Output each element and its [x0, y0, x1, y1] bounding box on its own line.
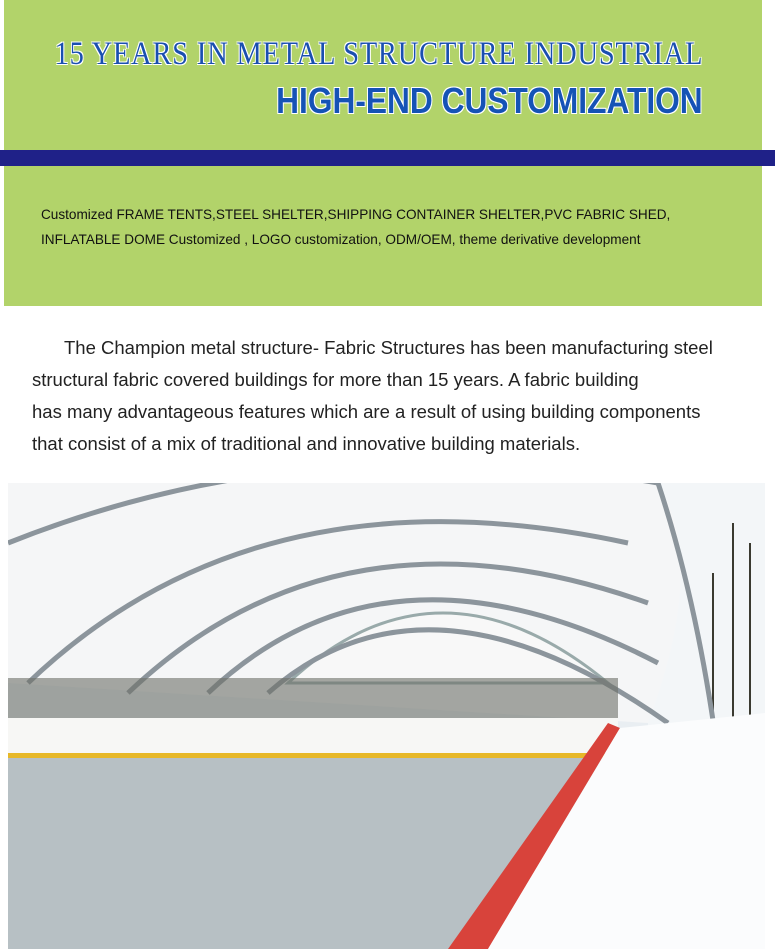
banner-headline: 15 YEARS IN METAL STRUCTURE INDUSTRIAL	[54, 36, 703, 72]
services-line: INFLATABLE DOME Customized , LOGO customization, ODM/OEM, theme derivative development	[41, 231, 641, 247]
intro-line: has many advantageous features which are a result of using building components	[32, 401, 701, 422]
intro-paragraph	[32, 332, 762, 460]
banner-stripe	[0, 150, 775, 166]
ice-rink-structure-photo	[8, 483, 765, 949]
services-line: Customized FRAME TENTS,STEEL SHELTER,SHIPPING CONTAINER SHELTER,PVC FABRIC SHED,	[41, 206, 671, 222]
services-text	[41, 202, 670, 252]
banner-subheadline: HIGH-END CUSTOMIZATION	[276, 80, 703, 121]
intro-line: structural fabric covered buildings for more than 15 years. A fabric building	[32, 369, 639, 390]
intro-line: The Champion metal structure- Fabric Structures has been manufacturing steel	[64, 337, 713, 358]
intro-line: that consist of a mix of traditional and innovative building materials.	[32, 433, 581, 454]
